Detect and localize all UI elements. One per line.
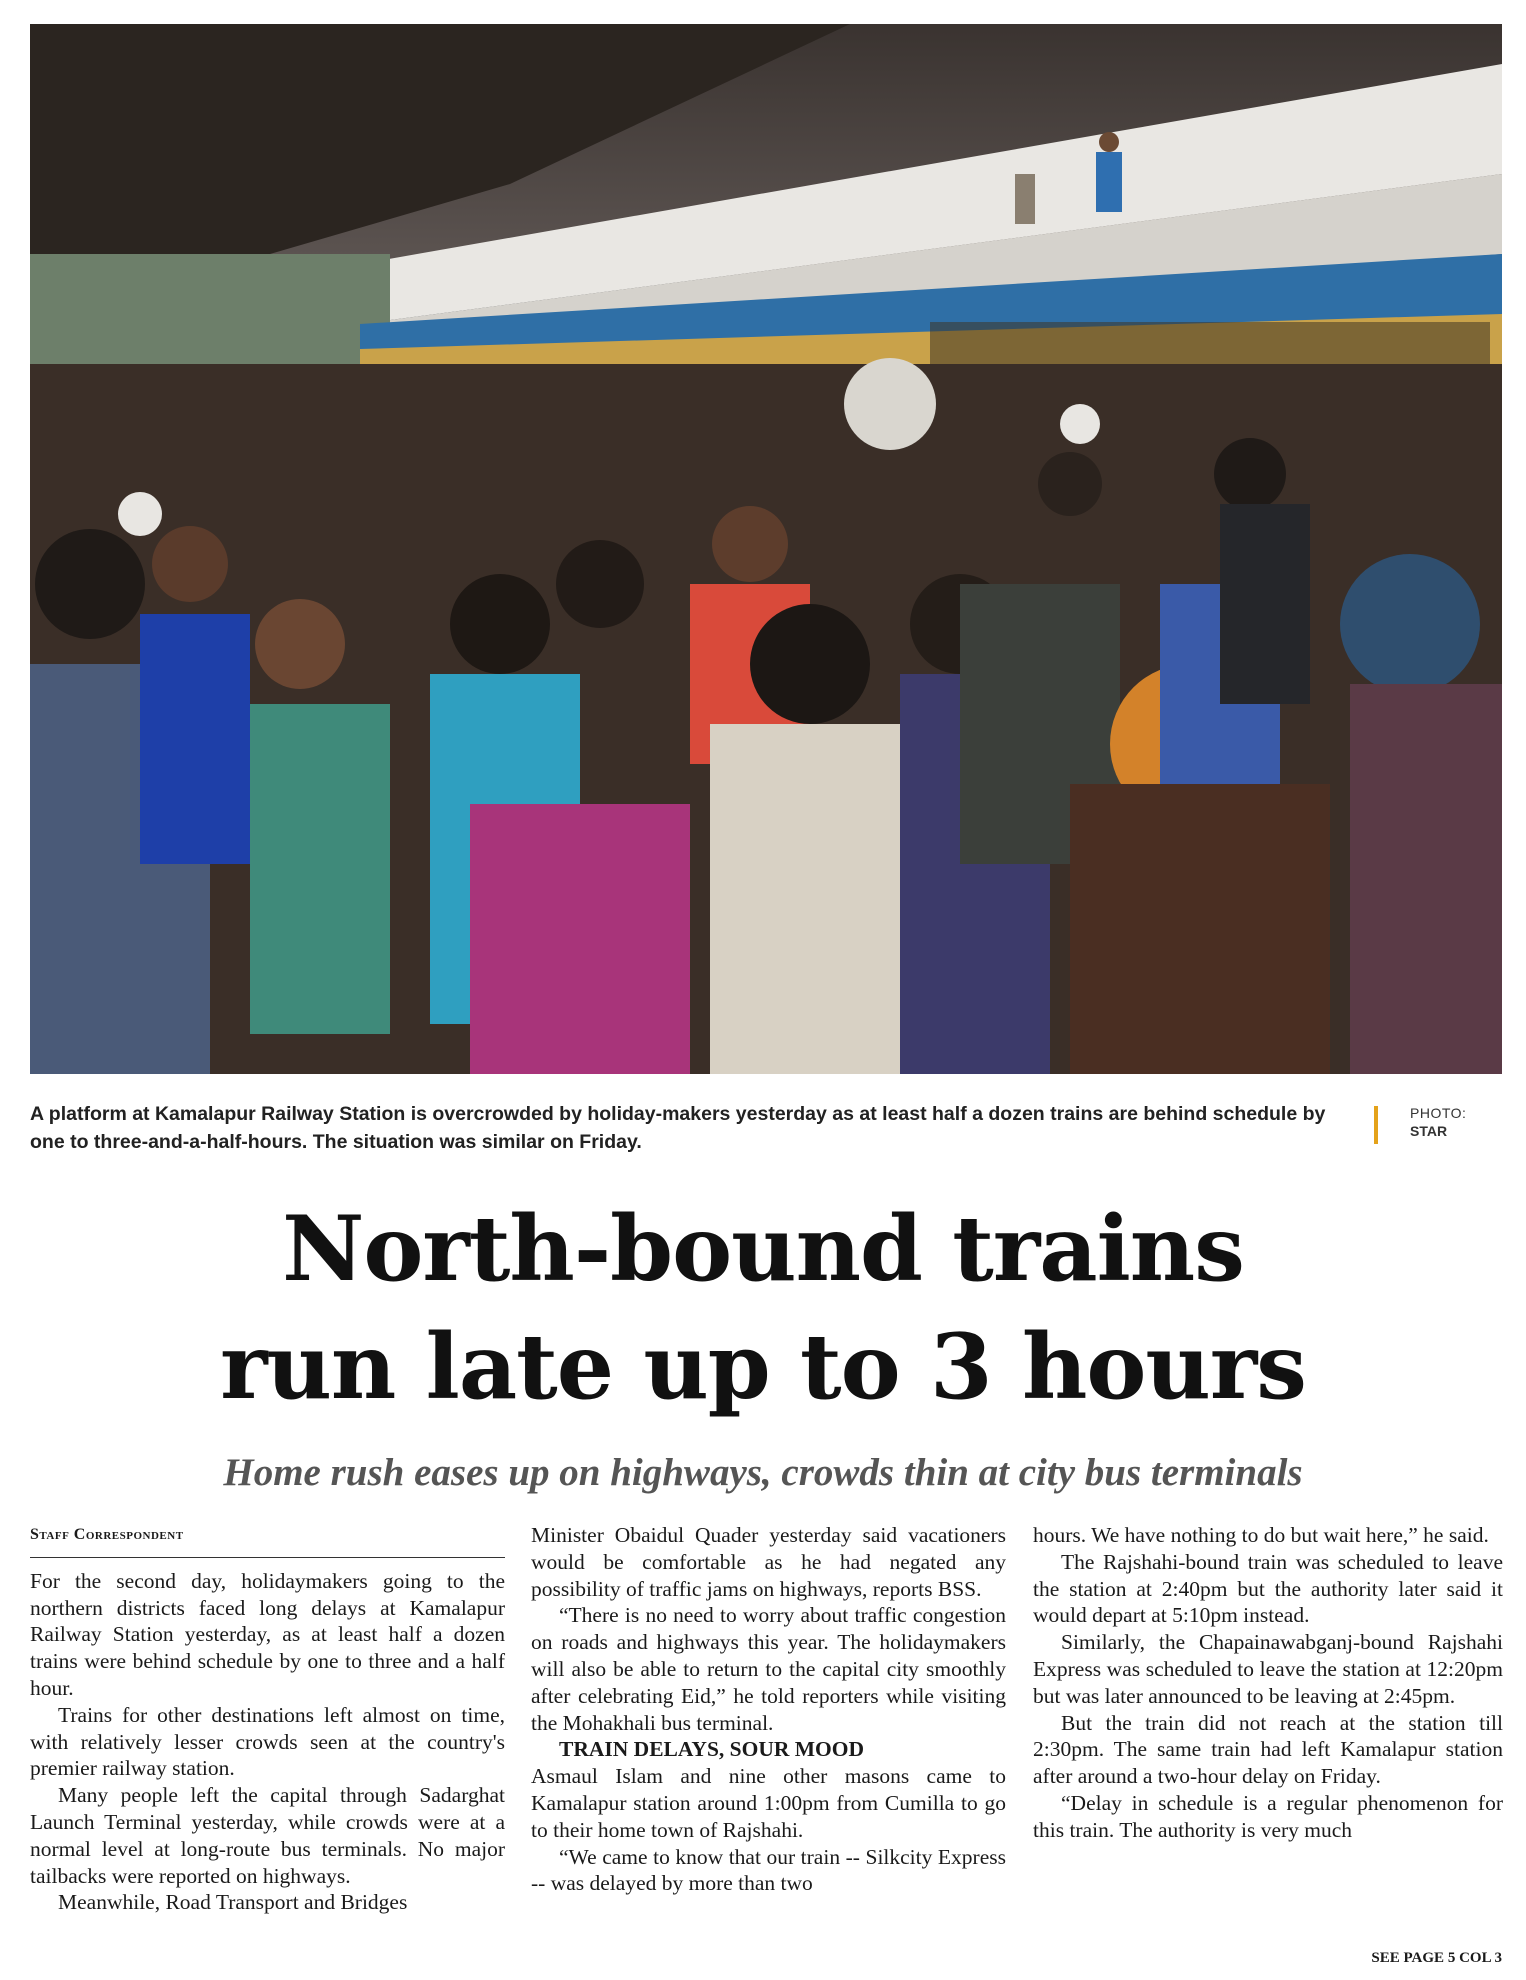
paragraph: Asmaul Islam and nine other masons came to Kamalapur station around 1:00pm from Cumilla to go to their home town of Rajshahi.: [531, 1764, 1006, 1842]
news-photo: [30, 24, 1502, 1074]
article-column-1: [30, 1522, 505, 1916]
headline: [0, 1190, 1526, 1426]
headline-line-2: run late up to 3 hours: [220, 1314, 1306, 1420]
paragraph: “We came to know that our train -- Silkcity Express -- was delayed by more than two: [531, 1844, 1006, 1896]
headline-line-1: North-bound trains: [282, 1196, 1244, 1302]
paragraph: For the second day, holidaymakers going to the northern districts faced long delays at Kamalapur Railway Station yesterday, as at least half a dozen trains were behind schedule by one to three and a half hour.: [30, 1568, 505, 1700]
paragraph: “There is no need to worry about traffic congestion on roads and highways this year. The holidaymakers will also be able to return to the capital city smoothly after celebrating Eid,” he told reporters while visiting the Mohakhali bus terminal.: [531, 1603, 1006, 1735]
continued-jump-line: SEE PAGE 5 COL 3: [1371, 1950, 1502, 1966]
subheadline: Home rush eases up on highways, crowds thin at city bus terminals: [223, 1451, 1303, 1494]
credit-label: PHOTO:: [1410, 1105, 1467, 1121]
byline: Staff Correspondent: [30, 1522, 505, 1558]
article-column-3: [1033, 1522, 1503, 1844]
paragraph: Meanwhile, Road Transport and Bridges: [58, 1890, 408, 1915]
credit-accent-bar: [1374, 1106, 1378, 1144]
photo-credit: [1370, 1104, 1466, 1140]
paragraph: Minister Obaidul Quader yesterday said vacationers would be comfortable as he had negated any possibility of traffic jams on highways, reports BSS.: [531, 1523, 1006, 1601]
article-column-2: [531, 1522, 1006, 1897]
paragraph: Many people left the capital through Sadarghat Launch Terminal yesterday, while crowds were at a normal level at long-route bus terminals. No major tailbacks were reported on highways.: [30, 1783, 505, 1888]
platform-crowd-illustration: [30, 24, 1502, 1074]
paragraph: But the train did not reach at the station till 2:30pm. The same train had left Kamalapur station after around a two-hour delay on Friday.: [1033, 1710, 1503, 1789]
section-heading: TRAIN DELAYS, SOUR MOOD: [559, 1737, 865, 1762]
photo-caption: A platform at Kamalapur Railway Station is overcrowded by holiday-makers yesterday as at least half a dozen trains are behind schedule by one to three-and-a-half-hours. The situation was similar on Friday.: [30, 1103, 1326, 1153]
paragraph: The Rajshahi-bound train was scheduled to leave the station at 2:40pm but the authority later said it would depart at 5:10pm instead.: [1033, 1549, 1503, 1628]
paragraph: “Delay in schedule is a regular phenomenon for this train. The authority is very much: [1033, 1790, 1503, 1842]
paragraph: Similarly, the Chapainawabganj-bound Rajshahi Express was scheduled to leave the station at 12:20pm but was later announced to be leaving at 2:45pm.: [1033, 1630, 1503, 1708]
paragraph: hours. We have nothing to do but wait here,” he said.: [1033, 1523, 1489, 1547]
credit-source: STAR: [1410, 1123, 1448, 1139]
paragraph: Trains for other destinations left almost on time, with relatively lesser crowds seen at the country's premier railway station.: [30, 1702, 505, 1781]
